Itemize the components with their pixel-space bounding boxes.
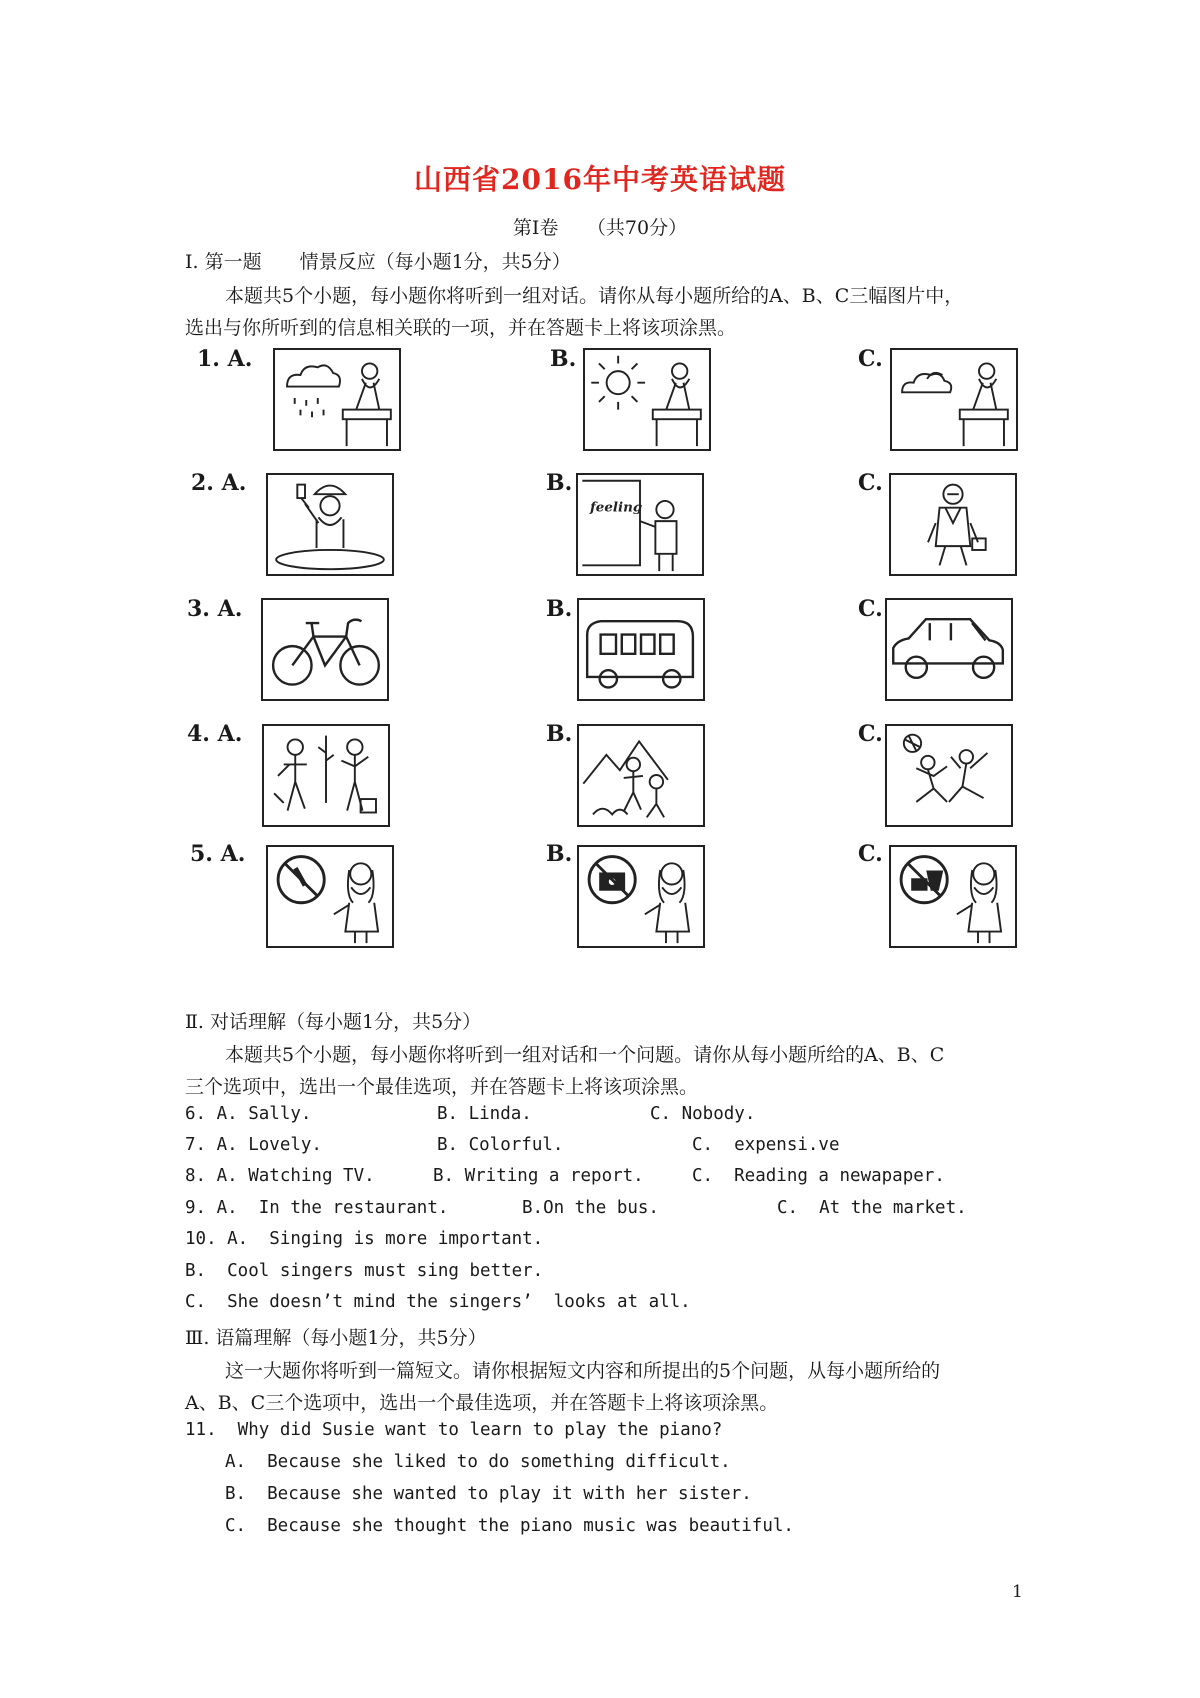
q10-option-b: B. Cool singers must sing better.	[185, 1261, 544, 1281]
board-text: feeling	[590, 499, 643, 516]
q1-c-label: C.	[858, 346, 883, 372]
no-food-sign-icon	[889, 845, 1017, 948]
q8-option-c: C. Reading a newapaper.	[692, 1166, 945, 1186]
section1-intro-line2: 选出与你所听到的信息相关联的一项，并在答题卡上将该项涂黑。	[185, 317, 737, 339]
q3-b-label: B.	[546, 596, 573, 622]
section3-heading: Ⅲ. 语篇理解（每小题1分，共5分）	[185, 1327, 487, 1349]
q3-label: 3. A.	[187, 596, 243, 622]
q9-option-c: C. At the market.	[777, 1198, 967, 1218]
section3-intro-line1: 这一大题你将听到一篇短文。请你根据短文内容和所提出的5个问题，从每小题所给的	[225, 1360, 941, 1382]
q5-c-label: C.	[858, 841, 883, 867]
q11-option-b: B. Because she wanted to play it with her sister.	[225, 1484, 752, 1504]
page-title: 山西省2016年中考英语试题	[414, 163, 786, 196]
planting-trees-icon	[262, 724, 390, 827]
q4-b-label: B.	[546, 721, 573, 747]
chef-cooking-icon	[266, 473, 394, 576]
paper-subtitle: 第Ⅰ卷 （共70分）	[512, 217, 688, 239]
q11-option-c: C. Because she thought the piano music was beautiful.	[225, 1516, 794, 1536]
cloud-student-icon	[890, 348, 1018, 451]
q6-option-b: B. Linda.	[437, 1104, 532, 1124]
q5-b-label: B.	[546, 841, 573, 867]
q8-option-b: B. Writing a report.	[433, 1166, 644, 1186]
section2-intro-line1: 本题共5个小题，每小题你将听到一组对话和一个问题。请你从每小题所给的A、B、C	[225, 1044, 945, 1066]
q8-option-a: 8. A. Watching TV.	[185, 1166, 375, 1186]
car-icon	[885, 598, 1013, 701]
q2-c-label: C.	[858, 470, 883, 496]
q2-b-label: B.	[546, 470, 573, 496]
q2-label: 2. A.	[191, 470, 247, 496]
q1-b-label: B.	[550, 346, 577, 372]
teacher-board-icon	[576, 473, 704, 576]
q10-option-c: C. She doesn’t mind the singers’ looks at all.	[185, 1292, 691, 1312]
q6-option-c: C. Nobody.	[650, 1104, 756, 1124]
playing-ball-icon	[885, 724, 1013, 827]
q7-option-c: C. expensi.ve	[692, 1135, 840, 1155]
bus-icon	[577, 598, 705, 701]
q4-c-label: C.	[858, 721, 883, 747]
no-photo-sign-icon	[577, 845, 705, 948]
rain-cloud-student-icon	[273, 348, 401, 451]
section3-intro-line2: A、B、C三个选项中，选出一个最佳选项，并在答题卡上将该项涂黑。	[185, 1392, 779, 1414]
page-number: 1	[1012, 1582, 1023, 1602]
q10-option-a: 10. A. Singing is more important.	[185, 1229, 544, 1249]
section1-intro-line1: 本题共5个小题，每小题你将听到一组对话。请你从每小题所给的A、B、C三幅图片中，	[225, 285, 964, 307]
section1-heading: Ⅰ. 第一题 情景反应（每小题1分，共5分）	[185, 251, 571, 273]
q7-option-a: 7. A. Lovely.	[185, 1135, 322, 1155]
q9-option-b: B.On the bus.	[522, 1198, 659, 1218]
q5-label: 5. A.	[190, 841, 246, 867]
bicycle-icon	[261, 598, 389, 701]
q4-label: 4. A.	[187, 721, 243, 747]
climbing-mountain-icon	[577, 724, 705, 827]
q11-question: 11. Why did Susie want to learn to play the piano?	[185, 1420, 723, 1440]
doctor-icon	[889, 473, 1017, 576]
q11-option-a: A. Because she liked to do something difficult.	[225, 1452, 731, 1472]
section2-intro-line2: 三个选项中，选出一个最佳选项，并在答题卡上将该项涂黑。	[185, 1076, 699, 1098]
q9-option-a: 9. A. In the restaurant.	[185, 1198, 449, 1218]
q3-c-label: C.	[858, 596, 883, 622]
q6-option-a: 6. A. Sally.	[185, 1104, 312, 1124]
no-smoking-sign-icon	[266, 845, 394, 948]
section2-heading: Ⅱ. 对话理解（每小题1分，共5分）	[185, 1011, 482, 1033]
q7-option-b: B. Colorful.	[437, 1135, 564, 1155]
q1-label: 1. A.	[197, 346, 253, 372]
sun-student-icon	[583, 348, 711, 451]
